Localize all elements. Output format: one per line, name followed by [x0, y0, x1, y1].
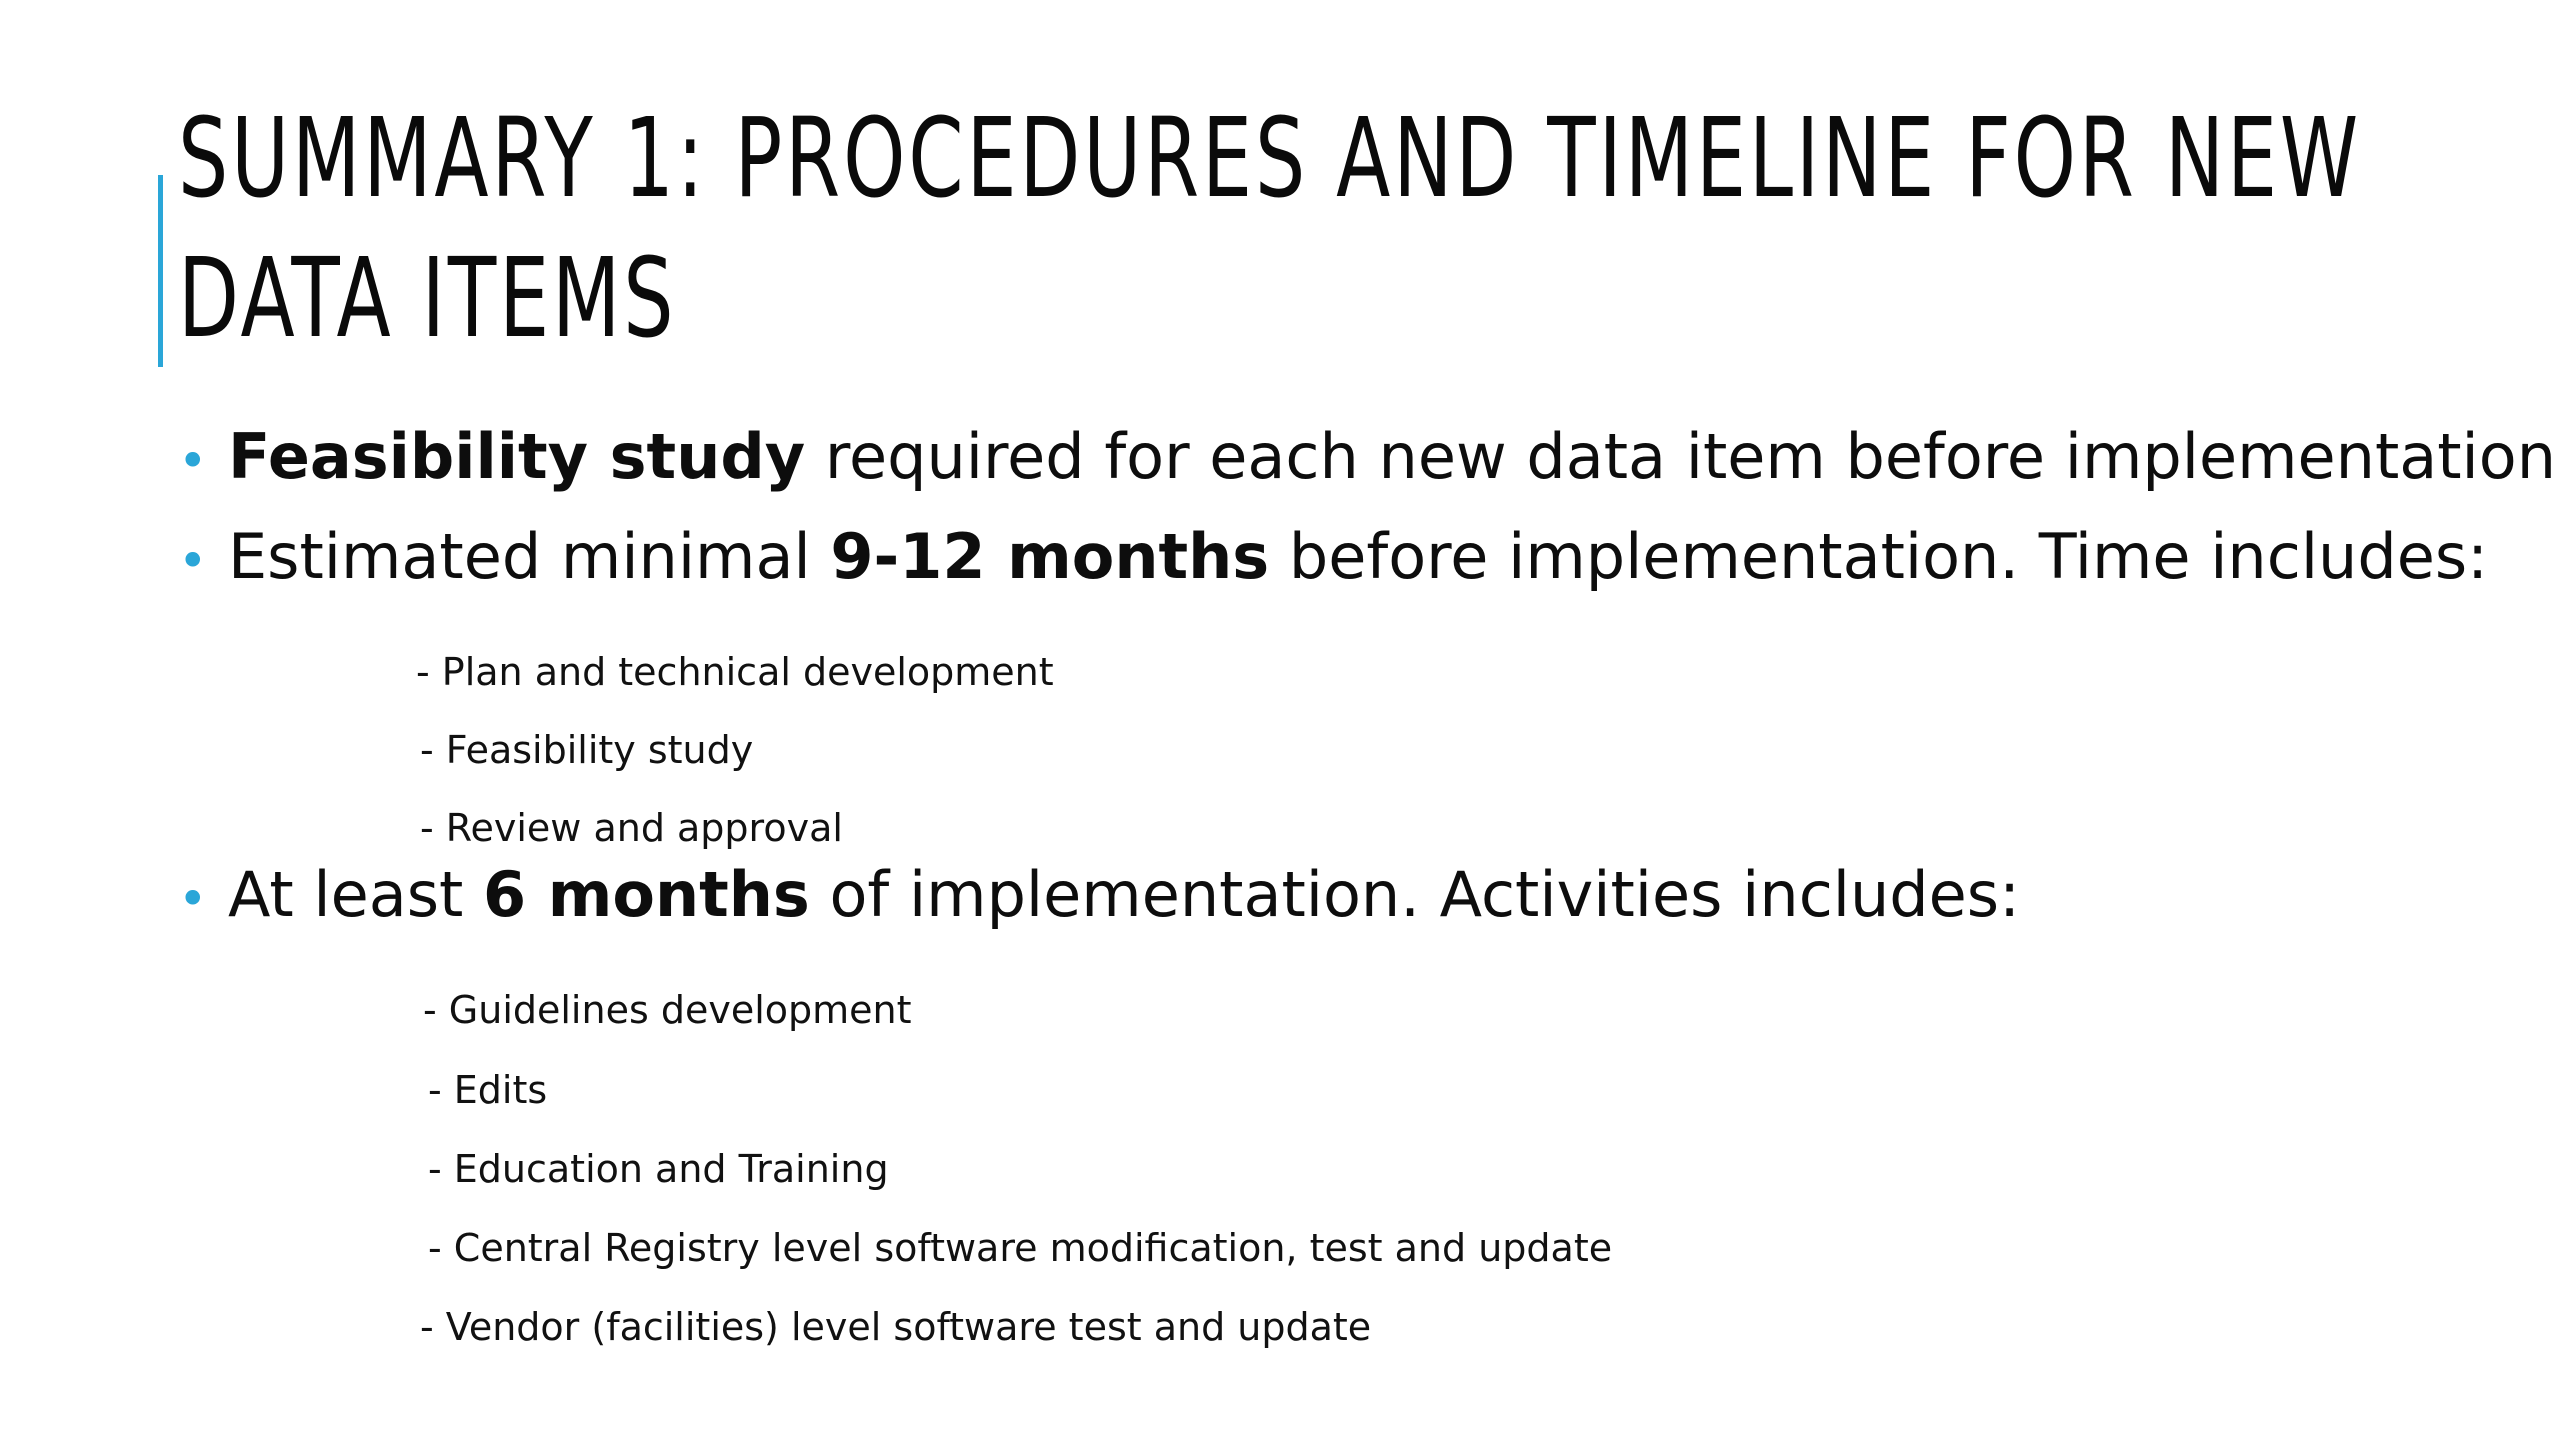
bullet-dot-icon: •	[178, 432, 208, 490]
bullet-text-pre: Estimated minimal	[228, 520, 831, 593]
bullet-text-bold: 9-12 months	[830, 520, 1270, 593]
bullet-text-pre: At least	[228, 858, 484, 931]
bullet-text-post: of implementation. Activities includes:	[809, 858, 2020, 931]
sub-item: - Education and Training	[428, 1147, 889, 1191]
slide-title	[178, 88, 2362, 368]
bullet-dot-icon: •	[178, 532, 208, 590]
bullet-item	[178, 858, 2020, 931]
bullet-dot-icon: •	[178, 870, 208, 928]
sub-item: - Central Registry level software modification, test and update	[428, 1226, 1613, 1270]
bullet-text-post: before implementation. Time includes:	[1269, 520, 2489, 593]
bullet-text-bold: Feasibility study	[228, 420, 806, 493]
sub-item: - Guidelines development	[423, 988, 912, 1032]
sub-item: - Vendor (facilities) level software test and update	[420, 1305, 1372, 1349]
sub-item: - Review and approval	[420, 806, 843, 850]
bullet-item	[178, 420, 2556, 493]
sub-item: - Edits	[428, 1068, 548, 1112]
sub-item: - Feasibility study	[420, 728, 754, 772]
title-accent-bar	[158, 175, 163, 367]
bullet-text-post: required for each new data item before implementation	[805, 420, 2557, 493]
bullet-item	[178, 520, 2488, 593]
title-line-1: SUMMARY 1: PROCEDURES AND TIMELINE FOR NEW	[178, 94, 2362, 222]
title-line-2: DATA ITEMS	[178, 234, 677, 362]
sub-item: - Plan and technical development	[416, 650, 1054, 694]
bullet-text-bold: 6 months	[483, 858, 810, 931]
